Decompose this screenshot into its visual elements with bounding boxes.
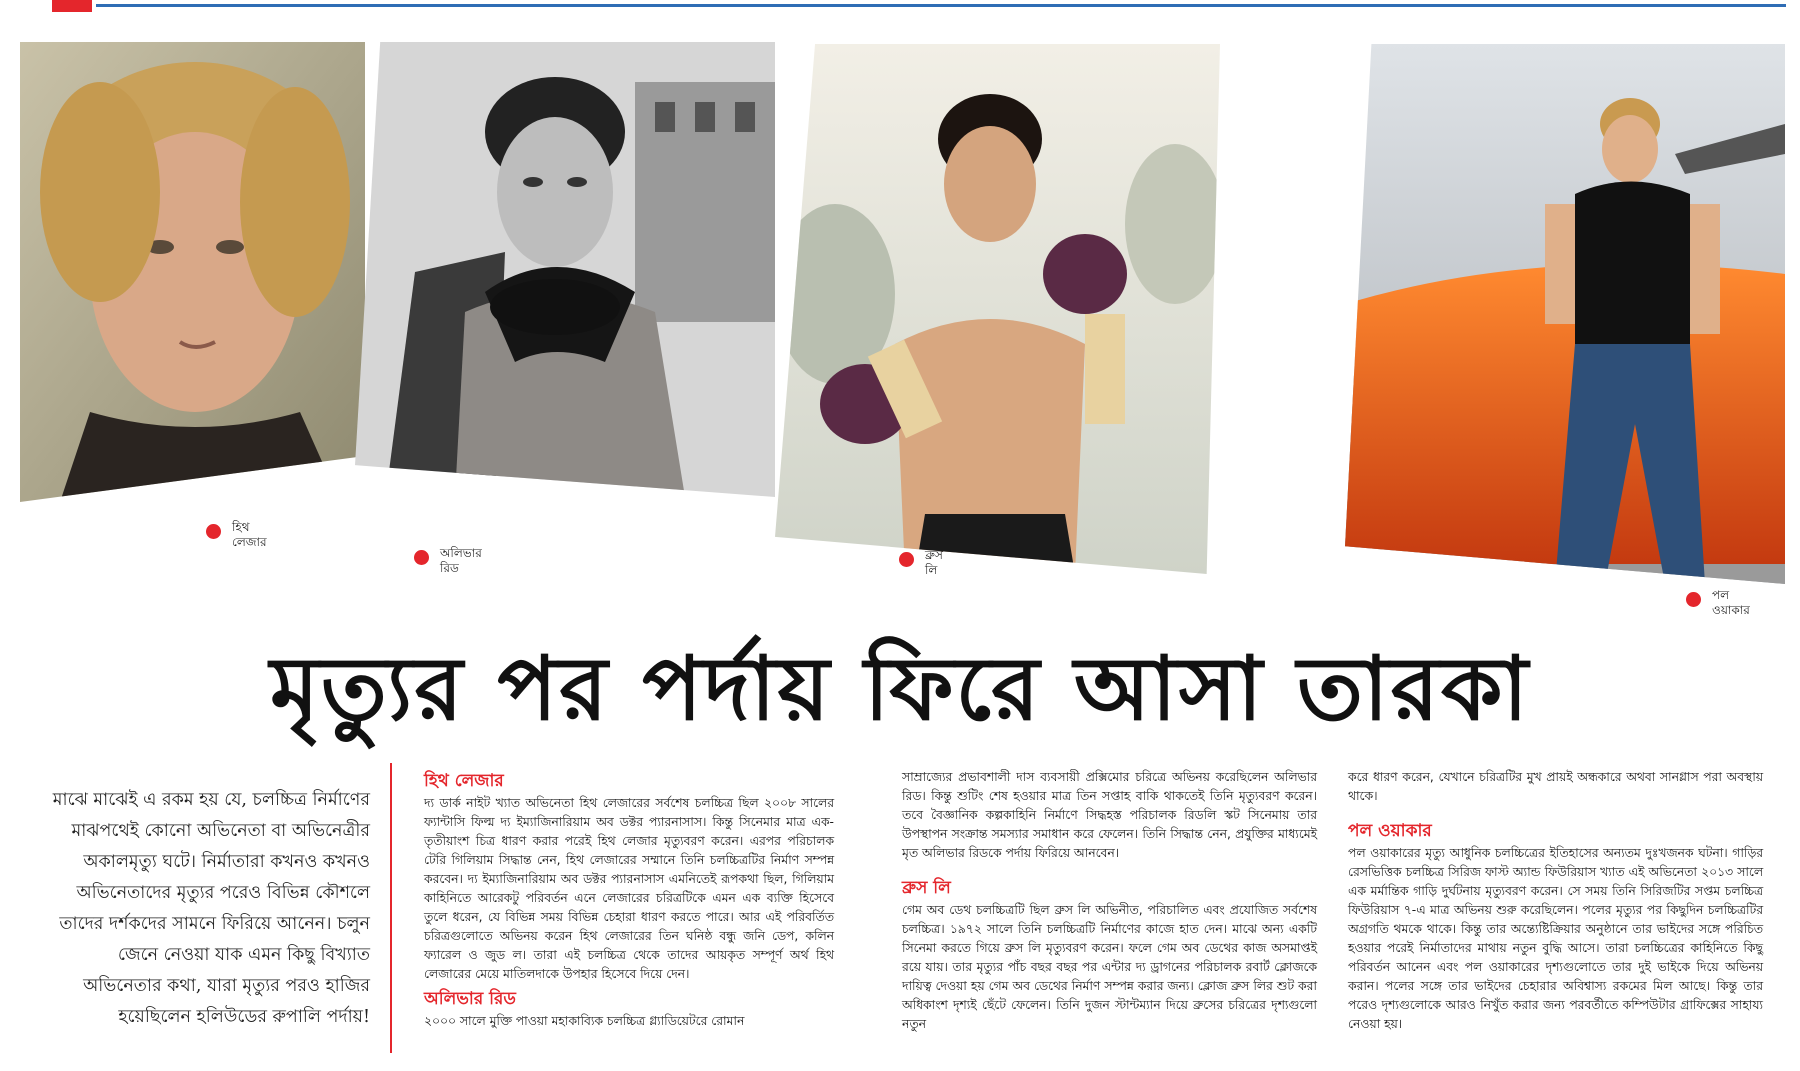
caption-bullet [206,524,221,539]
column-1 [424,768,834,1031]
caption-paul-walker [1712,588,1750,618]
caption-bullet [414,550,429,565]
section-body-oliver-reed-continued: সাম্রাজ্যের প্রভাবশালী দাস ব্যবসায়ী প্রক্সিমোর চরিত্রে অভিনয় করেছিলেন অলিভার রিড। কিন্তু শুটিং শেষ হওয়ার মাত্র তিন সপ্তাহ বাকি থাকতেই তিনি মৃত্যুবরণ করেন। তবে বৈজ্ঞানিক কল্পকাহিনি নির্মাণে সিদ্ধহস্ত পরিচালক রিডলি স্কট সিনেমায় তার উপস্থাপন সংক্রান্ত সমস্যার সমাধান করে ফেলেন। তিনি সিদ্ধান্ত নেন, প্রযুক্তির মাধ্যমেই মৃত অলিভার রিডকে পর্দায় ফিরিয়ে আনবেন। [902,770,1317,860]
column-2 [902,768,1317,1034]
caption-line-2: লেজার [232,535,267,549]
caption-line-1: হিথ [232,520,250,534]
caption-line-1: ব্রুস [925,548,943,562]
caption-line-2: লি [925,563,938,577]
photo-bruce-lee [775,44,1220,574]
caption-oliver-reed [440,546,482,576]
headline: মৃত্যুর পর পর্দায় ফিরে আসা তারকা [269,636,1531,740]
caption-bullet [899,552,914,567]
column-3 [1348,768,1763,1034]
section-heading-oliver-reed: অলিভার রিড [424,989,516,1009]
caption-bullet [1686,592,1701,607]
section-body-oliver-reed-start: ২০০০ সালে মুক্তি পাওয়া মহাকাব্যিক চলচ্চিত্র গ্ল্যাডিয়েটরে রোমান [424,1014,745,1028]
photo-heath-ledger [20,42,365,502]
section-heading-heath-ledger: হিথ লেজার [424,771,504,791]
section-body-heath-ledger: দ্য ডার্ক নাইট খ্যাত অভিনেতা হিথ লেজারের সর্বশেষ চলচ্চিত্র ছিল ২০০৮ সালের ফ্যান্টাসি ফিল্ম দ্য ইম্যাজিনারিয়াম অব ডক্টর প্যারনাসাস। কিন্তু সিনেমার মাত্র এক-তৃতীয়াংশ চিত্র ধারণ করার পরেই হিথ লেজার মৃত্যুবরণ করেন। এরপর পরিচালক টেরি গিলিয়াম সিদ্ধান্ত নেন, হিথ লেজারের সম্মানে তিনি চলচ্চিত্রটির নির্মাণ সম্পন্ন করবেন। দ্য ইম্যাজিনারিয়াম অব ডক্টর প্যারনাসাস এমনিতেই রূপকথা ছিল, গিলিয়াম কাহিনিতে আরেকটু পরিবর্তন এনে লেজারের চরিত্রটিকে এমন এক ব্যক্তি হিসেবে তুলে ধরেন, যে বিভিন্ন সময় বিভিন্ন চেহারা ধারণ করতে পারে। আর এই পরিবর্তিত চরিত্রগুলোতে অভিনয় করেন হিথ লেজারের তিন ঘনিষ্ঠ বন্ধু জনি ডেপ, কলিন ফ্যারেল ও জুড ল। তারা এই চলচ্চিত্র থেকে তাদের আয়কৃত সম্পূর্ণ অর্থ হিথ লেজারের মেয়ে মাতিলদাকে উপহার হিসেবে দিয়ে দেন। [424,796,834,981]
caption-line-2: ওয়াকার [1712,603,1750,617]
intro-paragraph: মাঝে মাঝেই এ রকম হয় যে, চলচ্চিত্র নির্মাণের মাঝপথেই কোনো অভিনেতা বা অভিনেত্রীর অকালমৃত্যু ঘটে। নির্মাতারা কখনও কখনও অভিনেতাদের মৃত্যুর পরেও বিভিন্ন কৌশলে তাদের দর্শকদের সামনে ফিরিয়ে আনেন। চলুন জেনে নেওয়া যাক এমন কিছু বিখ্যাত অভিনেতার কথা, যারা মৃত্যুর পরও হাজির হয়েছিলেন হলিউডের রুপালি পর্দায়! [52,790,370,1027]
top-rule-blue-line [96,4,1786,7]
photo-oliver-reed [355,42,775,497]
section-body-paul-walker: পল ওয়াকারের মৃত্যু আধুনিক চলচ্চিত্রের ইতিহাসের অন্যতম দুঃখজনক ঘটনা। গাড়ির রেসভিত্তিক চলচ্চিত্র সিরিজ ফাস্ট অ্যান্ড ফিউরিয়াস খ্যাত এই অভিনেতা ২০১৩ সালে এক মর্মান্তিক গাড়ি দুর্ঘটনায় মৃত্যুবরণ করেন। সে সময় তিনি সিরিজটির সপ্তম চলচ্চিত্র ফিউরিয়াস ৭-এ মাত্র অভিনয় শুরু করেছিলেন। পলের মৃত্যুর পর কিছুদিন চলচ্চিত্রটির অগ্রগতি থমকে থাকে। কিন্তু তার অন্ত্যেষ্টিক্রিয়ার অনুষ্ঠানে তার ভাইদের সঙ্গে পরিচিত হওয়ার পরেই নির্মাতাদের মাথায় নতুন বুদ্ধি আসে। তারা চলচ্চিত্রের কাহিনিতে কিছু পরিবর্তন আনেন এবং পল ওয়াকারের দৃশ্যগুলোতে তার দুই ভাইকে দিয়ে অভিনয় করান। পলের সঙ্গে তার ভাইদের চেহারার অবিশ্বাস্য রকমের মিল আছে। কিন্তু তার পরেও দৃশ্যগুলোকে আরও নিখুঁত করার জন্য পরবর্তীতে কম্পিউটার গ্রাফিক্সের সাহায্য নেওয়া হয়। [1348,846,1763,1031]
photo-paul-walker [1345,44,1785,584]
caption-line-1: পল [1712,588,1730,602]
section-body-bruce-lee-continued: করে ধারণ করেন, যেখানে চরিত্রটির মুখ প্রায়ই অন্ধকারে অথবা সানগ্লাস পরা অবস্থায় থাকে। [1348,770,1763,803]
caption-line-1: অলিভার [440,546,482,560]
top-rule-red-block [52,0,92,12]
caption-bruce-lee [925,548,943,578]
top-rule [0,0,1800,12]
caption-line-2: রিড [440,561,459,575]
section-body-bruce-lee: গেম অব ডেথ চলচ্চিত্রটি ছিল ব্রুস লি অভিনীত, পরিচালিত এবং প্রযোজিত সর্বশেষ চলচ্চিত্র। ১৯৭২ সালে তিনি চলচ্চিত্রটি নির্মাণের কাজে হাত দেন। মাঝে অন্য একটি সিনেমা করতে গিয়ে ব্রুস লি মৃত্যুবরণ করেন। ফলে গেম অব ডেথের কাজ অসমাপ্তই রয়ে যায়। তার মৃত্যুর পাঁচ বছর বছর পর এন্টার দ্য ড্রাগনের পরিচালক রবার্ট ক্লোজকে দায়িত্ব দেওয়া হয় গেম অব ডেথের নির্মাণ সম্পন্ন করার জন্য। ক্লোজ ব্রুস লির শুট করা অধিকাংশ দৃশ্যই ছেঁটে ফেলেন। তিনি দুজন স্টান্টম্যান দিয়ে ব্রুসের চরিত্রের দৃশ্যগুলো নতুন [902,903,1317,1031]
section-heading-bruce-lee: ব্রুস লি [902,878,951,898]
section-heading-paul-walker: পল ওয়াকার [1348,821,1432,841]
intro-divider [390,763,392,1053]
caption-heath-ledger [232,520,267,550]
